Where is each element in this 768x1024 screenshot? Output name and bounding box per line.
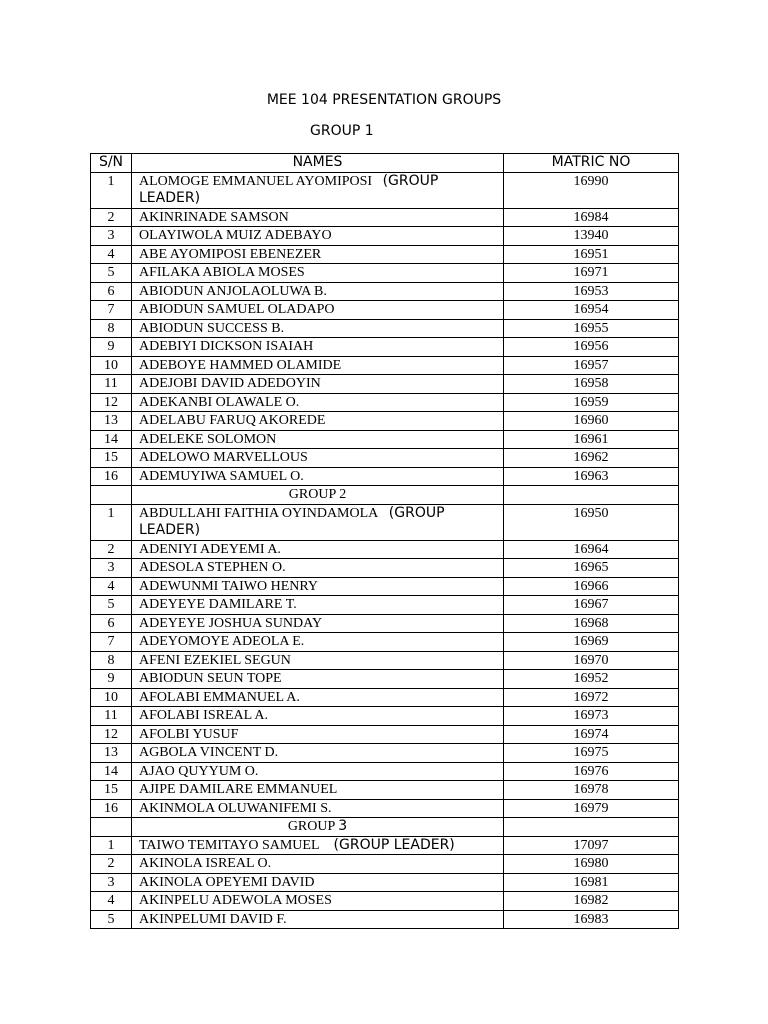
serial-number-cell: 15: [91, 781, 132, 800]
serial-number-cell: 13: [91, 412, 132, 431]
matric-number-cell: 16954: [504, 301, 679, 320]
name-cell: [132, 910, 504, 929]
table-row: [91, 596, 679, 615]
name-cell: [132, 892, 504, 911]
table-row: [91, 670, 679, 689]
name-cell: [132, 799, 504, 818]
name-cell: [132, 282, 504, 301]
matric-number-cell: 16970: [504, 651, 679, 670]
table-header-row: [91, 154, 679, 173]
serial-number-cell: 9: [91, 670, 132, 689]
matric-number-cell: 16960: [504, 412, 679, 431]
table-row: [91, 208, 679, 227]
serial-number-cell: 7: [91, 633, 132, 652]
table-row: [91, 282, 679, 301]
matric-number-cell: 16952: [504, 670, 679, 689]
student-name: AKINPELU ADEWOLA MOSES: [139, 893, 332, 908]
table-row: [91, 375, 679, 394]
matric-number-cell: 16951: [504, 245, 679, 264]
sn-column-header: S/N: [91, 154, 132, 173]
group-leader-tag: (GROUP: [388, 504, 445, 521]
name-cell: [132, 338, 504, 357]
matric-number-cell: 16969: [504, 633, 679, 652]
name-cell: [132, 504, 504, 540]
serial-number-cell: 3: [91, 873, 132, 892]
matric-number-cell: 16953: [504, 282, 679, 301]
name-cell: [132, 725, 504, 744]
student-name: ADENIYI ADEYEMI A.: [139, 541, 281, 557]
table-row: [91, 873, 679, 892]
matric-number-cell: 16982: [504, 892, 679, 911]
empty-cell: [91, 818, 132, 837]
student-name: OLAYIWOLA MUIZ ADEBAYO: [139, 228, 332, 243]
serial-number-cell: 14: [91, 430, 132, 449]
name-cell: [132, 245, 504, 264]
group-leader-tag: (GROUP LEADER): [333, 836, 455, 853]
serial-number-cell: 11: [91, 707, 132, 726]
table-row: [91, 910, 679, 929]
serial-number-cell: 16: [91, 799, 132, 818]
table-row: [91, 449, 679, 468]
serial-number-cell: 2: [91, 208, 132, 227]
student-name: ABIODUN SEUN TOPE: [139, 671, 282, 686]
student-name: ADEBIYI DICKSON ISAIAH: [139, 339, 314, 354]
group-leader-tag: LEADER): [139, 190, 201, 206]
name-cell: [132, 449, 504, 468]
student-name: ADESOLA STEPHEN O.: [139, 560, 286, 575]
table-row: [91, 725, 679, 744]
table-row: [91, 651, 679, 670]
serial-number-cell: 12: [91, 393, 132, 412]
table-row: [91, 540, 679, 559]
matric-number-cell: 16990: [504, 172, 679, 208]
matric-number-cell: 16958: [504, 375, 679, 394]
name-cell: [132, 393, 504, 412]
group-leader-tag: (GROUP: [382, 172, 439, 189]
serial-number-cell: 4: [91, 577, 132, 596]
matric-number-cell: 16968: [504, 614, 679, 633]
student-name: AFOLBI YUSUF: [139, 726, 239, 742]
matric-number-cell: 16967: [504, 596, 679, 615]
serial-number-cell: 5: [91, 596, 132, 615]
student-name: ADEYEYE JOSHUA SUNDAY: [139, 615, 323, 631]
serial-number-cell: 5: [91, 910, 132, 929]
name-cell: [132, 873, 504, 892]
name-cell: [132, 208, 504, 227]
serial-number-cell: 16: [91, 467, 132, 486]
group-3-label-text: GROUP: [287, 819, 339, 834]
name-cell: [132, 762, 504, 781]
student-name: AFOLABI EMMANUEL A.: [139, 689, 300, 705]
table-row: [91, 799, 679, 818]
table-row: [91, 707, 679, 726]
student-name: ABIODUN SUCCESS B.: [139, 320, 285, 336]
matric-number-cell: 16963: [504, 467, 679, 486]
name-cell: [132, 540, 504, 559]
name-cell: [132, 614, 504, 633]
serial-number-cell: 8: [91, 319, 132, 338]
serial-number-cell: 1: [91, 172, 132, 208]
student-name: ADEBOYE HAMMED OLAMIDE: [139, 357, 342, 373]
table-row: [91, 430, 679, 449]
table-row: [91, 855, 679, 874]
serial-number-cell: 6: [91, 614, 132, 633]
student-name: AKINMOLA OLUWANIFEMI S.: [139, 800, 332, 816]
matric-number-cell: 16978: [504, 781, 679, 800]
matric-number-cell: 16955: [504, 319, 679, 338]
student-name: ABDULLAHI FAITHIA OYINDAMOLA: [139, 505, 379, 521]
serial-number-cell: 5: [91, 264, 132, 283]
table-row: [91, 338, 679, 357]
matric-number-cell: 16981: [504, 873, 679, 892]
table-body: [91, 172, 679, 929]
name-cell: [132, 319, 504, 338]
serial-number-cell: 7: [91, 301, 132, 320]
group-1-heading: GROUP 1: [310, 123, 374, 139]
name-cell: [132, 633, 504, 652]
matric-number-cell: 16957: [504, 356, 679, 375]
serial-number-cell: 11: [91, 375, 132, 394]
student-name: AFILAKA ABIOLA MOSES: [139, 265, 305, 280]
serial-number-cell: 10: [91, 688, 132, 707]
student-name: ADEYOMOYE ADEOLA E.: [139, 634, 305, 649]
serial-number-cell: 12: [91, 725, 132, 744]
matric-number-cell: 16959: [504, 393, 679, 412]
serial-number-cell: 9: [91, 338, 132, 357]
groups-table: [90, 153, 679, 929]
group-2-label: [132, 486, 504, 505]
serial-number-cell: 3: [91, 559, 132, 578]
table-row: [91, 614, 679, 633]
table-row: [91, 504, 679, 540]
student-name: ADEJOBI DAVID ADEDOYIN: [139, 376, 321, 391]
serial-number-cell: 4: [91, 892, 132, 911]
group-3-label-number: 3: [338, 818, 348, 834]
table-row: [91, 227, 679, 246]
table-row: [91, 781, 679, 800]
table-row: [91, 245, 679, 264]
matric-number-cell: 16983: [504, 910, 679, 929]
name-cell: [132, 264, 504, 283]
student-name: AFOLABI ISREAL A.: [139, 708, 268, 723]
student-name: ABIODUN SAMUEL OLADAPO: [139, 302, 335, 317]
name-cell: [132, 596, 504, 615]
empty-cell: [91, 486, 132, 505]
names-column-header: NAMES: [132, 154, 504, 173]
name-cell: [132, 467, 504, 486]
student-name: AFENI EZEKIEL SEGUN: [139, 652, 291, 668]
name-cell: [132, 412, 504, 431]
table-row: [91, 892, 679, 911]
matric-column-header: MATRIC NO: [504, 154, 679, 173]
serial-number-cell: 3: [91, 227, 132, 246]
empty-cell: [504, 818, 679, 837]
name-cell: [132, 651, 504, 670]
table-row: [91, 356, 679, 375]
student-name: AJAO QUYYUM O.: [139, 763, 259, 779]
serial-number-cell: 13: [91, 744, 132, 763]
serial-number-cell: 4: [91, 245, 132, 264]
table-row: [91, 559, 679, 578]
group-3-row: [91, 818, 679, 837]
matric-number-cell: 16966: [504, 577, 679, 596]
student-name: TAIWO TEMITAYO SAMUEL: [139, 837, 320, 853]
matric-number-cell: 16965: [504, 559, 679, 578]
name-cell: [132, 744, 504, 763]
student-name: ADEKANBI OLAWALE O.: [139, 394, 300, 410]
empty-cell: [504, 486, 679, 505]
table-row: [91, 688, 679, 707]
matric-number-cell: 16972: [504, 688, 679, 707]
name-cell: [132, 172, 504, 208]
table-row: [91, 836, 679, 855]
table-row: [91, 172, 679, 208]
table-row: [91, 301, 679, 320]
name-cell: [132, 781, 504, 800]
table-row: [91, 264, 679, 283]
name-cell: [132, 707, 504, 726]
serial-number-cell: 6: [91, 282, 132, 301]
matric-number-cell: 13940: [504, 227, 679, 246]
matric-number-cell: 16976: [504, 762, 679, 781]
matric-number-cell: 16980: [504, 855, 679, 874]
serial-number-cell: 1: [91, 504, 132, 540]
name-cell: [132, 836, 504, 855]
matric-number-cell: 16975: [504, 744, 679, 763]
student-name: ADELOWO MARVELLOUS: [139, 450, 308, 465]
group-3-label: [132, 818, 504, 837]
group-2-row: [91, 486, 679, 505]
name-cell: [132, 688, 504, 707]
serial-number-cell: 2: [91, 855, 132, 874]
matric-number-cell: 16984: [504, 208, 679, 227]
student-name: ADELABU FARUQ AKOREDE: [139, 413, 326, 428]
table-row: [91, 762, 679, 781]
name-cell: [132, 670, 504, 689]
student-name: AKINOLA ISREAL O.: [139, 856, 272, 871]
student-name: ABE AYOMIPOSI EBENEZER: [139, 246, 322, 262]
matric-number-cell: 16979: [504, 799, 679, 818]
matric-number-cell: 16964: [504, 540, 679, 559]
student-name: ALOMOGE EMMANUEL AYOMIPOSI: [139, 173, 373, 189]
matric-number-cell: 16956: [504, 338, 679, 357]
serial-number-cell: 2: [91, 540, 132, 559]
serial-number-cell: 1: [91, 836, 132, 855]
table-row: [91, 467, 679, 486]
matric-number-cell: 16974: [504, 725, 679, 744]
student-name: ADEYEYE DAMILARE T.: [139, 597, 297, 612]
student-name: AKINOLA OPEYEMI DAVID: [139, 874, 315, 890]
matric-number-cell: 16950: [504, 504, 679, 540]
student-name: AJIPE DAMILARE EMMANUEL: [139, 782, 338, 797]
serial-number-cell: 15: [91, 449, 132, 468]
student-name: ABIODUN ANJOLAOLUWA B.: [139, 283, 327, 299]
table-row: [91, 633, 679, 652]
group-2-label-text: GROUP 2: [288, 487, 347, 502]
table-row: [91, 412, 679, 431]
table-row: [91, 393, 679, 412]
matric-number-cell: 16961: [504, 430, 679, 449]
student-name: AKINRINADE SAMSON: [139, 209, 289, 225]
group-leader-tag: LEADER): [139, 522, 201, 538]
student-name: AGBOLA VINCENT D.: [139, 745, 279, 760]
student-name: ADELEKE SOLOMON: [139, 431, 277, 447]
table-row: [91, 319, 679, 338]
name-cell: [132, 855, 504, 874]
student-name: AKINPELUMI DAVID F.: [139, 911, 287, 927]
table-row: [91, 577, 679, 596]
serial-number-cell: 14: [91, 762, 132, 781]
name-cell: [132, 559, 504, 578]
serial-number-cell: 10: [91, 356, 132, 375]
name-cell: [132, 356, 504, 375]
matric-number-cell: 16962: [504, 449, 679, 468]
name-cell: [132, 301, 504, 320]
document-title: MEE 104 PRESENTATION GROUPS: [266, 92, 502, 108]
name-cell: [132, 430, 504, 449]
name-cell: [132, 577, 504, 596]
matric-number-cell: 16971: [504, 264, 679, 283]
name-cell: [132, 375, 504, 394]
name-cell: [132, 227, 504, 246]
student-name: ADEWUNMI TAIWO HENRY: [139, 578, 319, 594]
serial-number-cell: 8: [91, 651, 132, 670]
table-row: [91, 744, 679, 763]
matric-number-cell: 16973: [504, 707, 679, 726]
student-name: ADEMUYIWA SAMUEL O.: [139, 468, 304, 484]
matric-number-cell: 17097: [504, 836, 679, 855]
